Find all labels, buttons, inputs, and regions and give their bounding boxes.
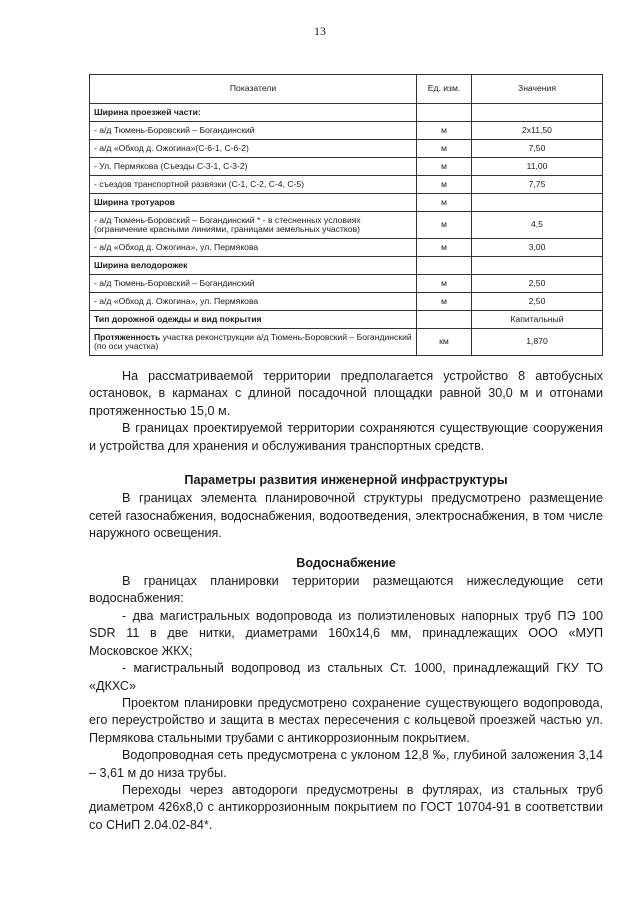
table-row [90, 275, 603, 293]
row-unit [417, 311, 472, 329]
paragraph-crossings: Переходы через автодороги предусмотрены в футлярах, из стальных труб диаметром 426х8,0 с антикоррозионным покрытием по ГОСТ 10704-91 в соответствии со СНиП 2.04.02-84*. [89, 782, 603, 832]
row-indicator: Ширина проезжей части: [90, 104, 417, 122]
row-unit: м [417, 275, 472, 293]
length-label-rest: участка реконструкции а/д Тюмень-Боровский – Богандинский [160, 331, 412, 342]
row-unit: м [417, 239, 472, 257]
row-indicator: - а/д «Обход д. Ожогина», ул. Пермякова [90, 293, 417, 311]
table-section-row [90, 194, 603, 212]
row-unit: м [417, 122, 472, 140]
row-value: 2,50 [472, 275, 603, 293]
row-unit: м [417, 212, 472, 239]
page-number: 13 [314, 24, 326, 38]
row-value: 1,870 [472, 329, 603, 356]
row-indicator: - а/д Тюмень-Боровский – Богандинский [90, 122, 417, 140]
row-unit: м [417, 293, 472, 311]
table-row [90, 122, 603, 140]
header-indicator: Показатели [90, 75, 417, 104]
row-value: 7,75 [472, 176, 603, 194]
row-value: 3,00 [472, 239, 603, 257]
header-value: Значения [472, 75, 603, 104]
row-indicator: Ширина тротуаров [90, 194, 417, 212]
row-value: 2х11,50 [472, 122, 603, 140]
row-value: Капитальный [472, 311, 603, 329]
table-section-row [90, 104, 603, 122]
row-unit [417, 104, 472, 122]
length-label-suffix: (по оси участка) [94, 341, 159, 351]
row-indicator: - а/д Тюмень-Боровский – Богандинский * - в стесненных условиях (ограничение красными линиями, границами земельных участков) [90, 212, 417, 239]
paragraph-preserved-structures: В границах проектируемой территории сохраняются существующие сооружения и устройства для хранения и обслуживания транспортных средств. [89, 421, 603, 453]
row-value: 2,50 [472, 293, 603, 311]
table-header-row [90, 75, 603, 104]
body-text [89, 368, 603, 834]
paragraph-networks: В границах элемента планировочной структуры предусмотрено размещение сетей газоснабжения, водоснабжения, водоотведения, электроснабжения, в том числе наружного освещения. [89, 491, 603, 541]
row-unit: км [417, 329, 472, 356]
table-row [90, 176, 603, 194]
row-indicator: - а/д «Обход д. Ожогина»(С-6-1, С-6-2) [90, 140, 417, 158]
parameters-table [89, 74, 603, 356]
list-item-steel-pipe: - магистральный водопровод из стальных Ст. 1000, принадлежащий ГКУ ТО «ДКХС» [89, 661, 603, 693]
table-row [90, 293, 603, 311]
row-value [472, 194, 603, 212]
heading-water-supply: Водоснабжение [296, 555, 396, 570]
row-indicator [90, 329, 417, 356]
table-row [90, 239, 603, 257]
row-unit: м [417, 158, 472, 176]
row-value: 11,00 [472, 158, 603, 176]
row-indicator: - а/д Тюмень-Боровский – Богандинский [90, 275, 417, 293]
length-label-bold: Протяженность [94, 331, 161, 342]
paragraph-bus-stops: На рассматриваемой территории предполагается устройство 8 автобусных остановок, в карманах с длиной посадочной площадки равной 30,0 м и отгонами протяженностью 15,0 м. [89, 369, 603, 418]
heading-infrastructure: Параметры развития инженерной инфраструктуры [184, 473, 508, 488]
row-indicator: - съездов транспортной развязки (С-1, С-2, С-4, С-5) [90, 176, 417, 194]
row-value: 4,5 [472, 212, 603, 239]
row-unit: м [417, 176, 472, 194]
table-row [90, 140, 603, 158]
row-indicator: - Ул. Пермякова (Съезды С-3-1, С-3-2) [90, 158, 417, 176]
paragraph-slope: Водопроводная сеть предусмотрена с уклоном 12,8 ‰, глубиной заложения 3,14 – 3,61 м до низа трубы. [89, 748, 603, 780]
table-row [90, 158, 603, 176]
row-value [472, 104, 603, 122]
list-item-pe-pipes: - два магистральных водопровода из полиэтиленовых напорных труб ПЭ 100 SDR 11 в две нитки, диаметрами 160х14,6 мм, принадлежащих ООО «МУП Московское ЖКХ; [89, 608, 603, 658]
row-value: 7,50 [472, 140, 603, 158]
table-row [90, 212, 603, 239]
row-value [472, 257, 603, 275]
header-unit: Ед. изм. [417, 75, 472, 104]
row-indicator: Ширина велодорожек [90, 257, 417, 275]
paragraph-preservation: Проектом планировки предусмотрено сохранение существующего водопровода, его переустройство и защита в местах пересечения с кольцевой проезжей частью ул. Пермякова стальными трубами с антикоррозионным покрытием. [89, 695, 603, 745]
table-section-row [90, 311, 603, 329]
row-indicator: Тип дорожной одежды и вид покрытия [90, 311, 417, 329]
table-section-row [90, 257, 603, 275]
table-body [90, 104, 603, 356]
table-row-length [90, 329, 603, 356]
row-indicator: - а/д «Обход д. Ожогина», ул. Пермякова [90, 239, 417, 257]
row-unit: м [417, 194, 472, 212]
row-unit: м [417, 140, 472, 158]
row-unit [417, 257, 472, 275]
paragraph-water-networks-intro: В границах планировки территории размещаются нижеследующие сети водоснабжения: [89, 574, 603, 606]
